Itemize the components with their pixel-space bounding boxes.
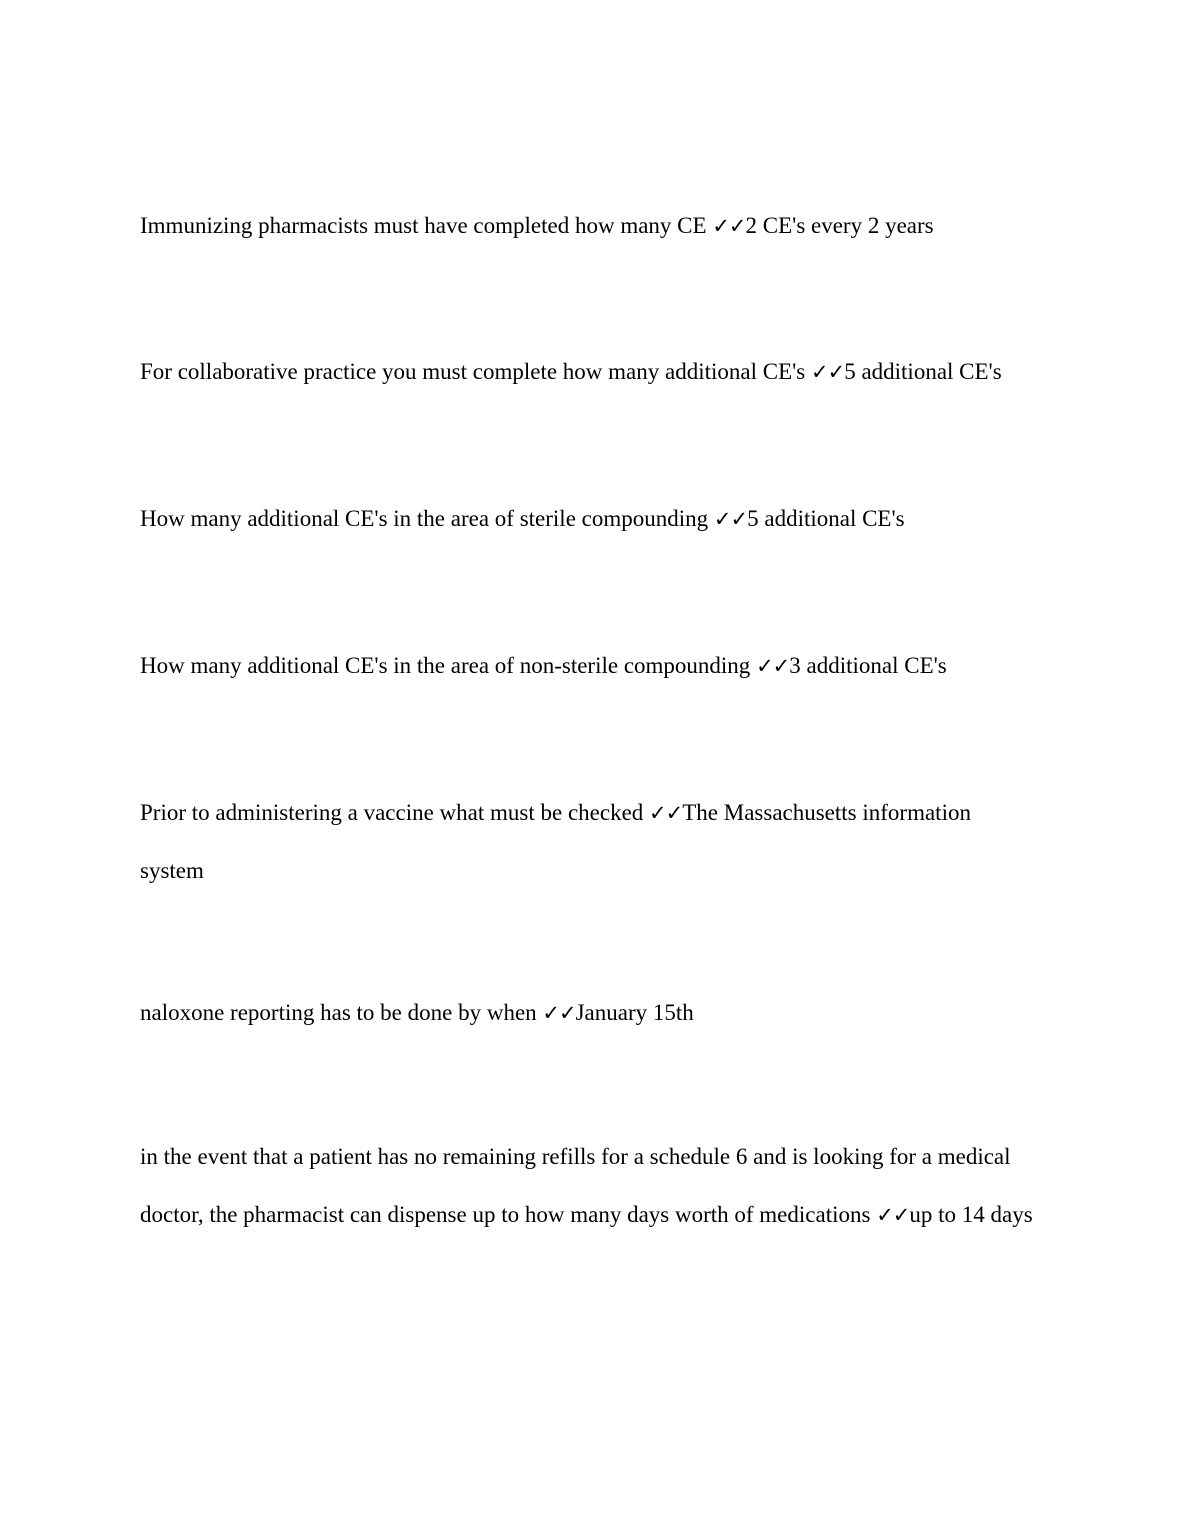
qa-item (140, 784, 1040, 900)
double-check-icon: ✓✓ (810, 360, 845, 384)
question-text: How many additional CE's in the area of non-sterile compounding (140, 653, 757, 678)
double-check-icon: ✓✓ (713, 507, 748, 531)
answer-text: 5 additional CE's (747, 506, 905, 531)
answer-text: 3 additional CE's (789, 653, 947, 678)
qa-item (140, 637, 1040, 695)
qa-item (140, 490, 1040, 548)
qa-item (140, 1128, 1040, 1244)
answer-text: January 15th (575, 1000, 694, 1025)
question-text: naloxone reporting has to be done by when (140, 1000, 543, 1025)
qa-item (140, 343, 1040, 401)
question-text: How many additional CE's in the area of sterile compounding (140, 506, 714, 531)
double-check-icon: ✓✓ (649, 801, 683, 825)
answer-text: up to 14 days (909, 1202, 1033, 1227)
double-check-icon: ✓✓ (542, 1001, 576, 1025)
answer-text: The Massachusetts information system (140, 800, 971, 883)
question-text: Immunizing pharmacists must have completed how many CE (140, 213, 713, 238)
double-check-icon: ✓✓ (876, 1203, 910, 1227)
question-text: For collaborative practice you must complete how many additional CE's (140, 359, 811, 384)
question-text: Prior to administering a vaccine what must be checked (140, 800, 650, 825)
double-check-icon: ✓✓ (756, 654, 790, 678)
double-check-icon: ✓✓ (712, 214, 746, 238)
question-text: in the event that a patient has no remaining refills for a schedule 6 and is looking for a medical doctor, the pharmacist can dispense up to how many days worth of medications (140, 1144, 1011, 1227)
qa-item (140, 197, 1040, 255)
qa-item (140, 984, 1040, 1042)
answer-text: 5 additional CE's (844, 359, 1002, 384)
answer-text: 2 CE's every 2 years (745, 213, 934, 238)
